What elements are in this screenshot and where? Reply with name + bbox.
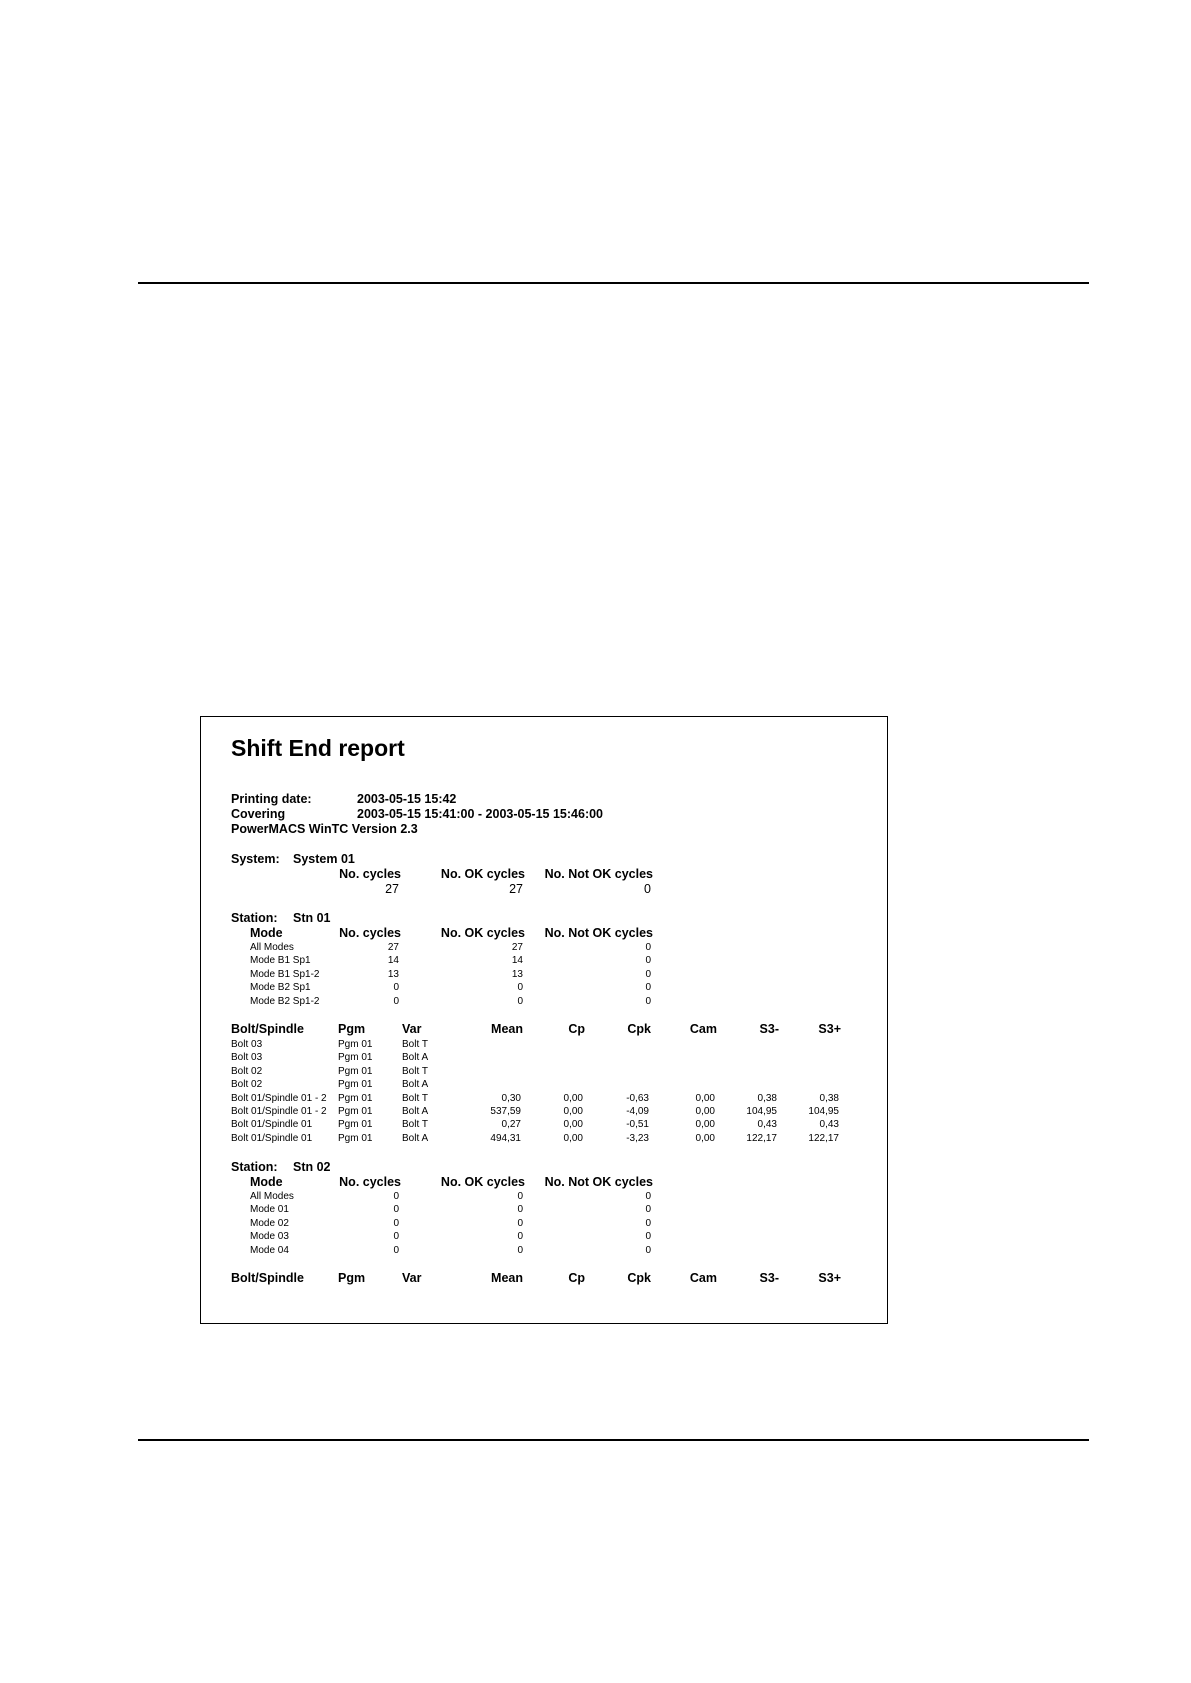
mode-row-cycles: 0 [393,1217,399,1229]
bolt-row-var: Bolt A [402,1106,429,1117]
mode-row-not-ok: 0 [645,942,651,953]
mode-row-ok: 27 [511,942,523,953]
bolt-row-pgm: Pgm 01 [338,1106,373,1117]
station2-name: Stn 02 [293,1160,331,1174]
bolt-header-s3-plus: S3+ [818,1022,841,1036]
mode-row-ok: 0 [517,1204,523,1216]
mode-row-ok: 0 [517,1191,523,1202]
bolt-header-pgm: Pgm [338,1022,366,1036]
station2-header-cycles: No. cycles [339,1175,401,1189]
mode-row-not-ok: 0 [645,1231,651,1243]
bolt-header-s3-minus: S3- [759,1022,779,1036]
bolt-row-cam: 0,00 [695,1132,715,1144]
station1-name: Stn 01 [293,911,331,925]
bolt-header-bolt-spindle: Bolt/Spindle [231,1022,304,1036]
bolt-row-cam: 0,00 [695,1119,715,1131]
mode-row-not-ok: 0 [645,1244,651,1256]
bolt-header-mean: Mean [491,1022,523,1036]
station1-header-not-ok: No. Not OK cycles [544,926,653,940]
bolt-row-var: Bolt A [402,1079,429,1091]
bolt-header-bolt-spindle: Bolt/Spindle [231,1271,304,1285]
mode-row-not-ok: 0 [645,982,651,994]
mode-row-not-ok: 0 [645,1191,651,1202]
bolt-row-pgm: Pgm 01 [338,1092,373,1104]
bolt-header-s3-plus: S3+ [818,1271,841,1285]
bolt-header-cam: Cam [689,1022,717,1036]
bolt-row-cam: 0,00 [695,1106,715,1117]
mode-row-name: Mode B2 Sp1-2 [250,995,320,1007]
bolt-row-s3m: 104,95 [746,1106,777,1117]
mode-row-not-ok: 0 [645,1204,651,1216]
covering-label: Covering [231,807,286,821]
mode-row-ok: 0 [517,995,523,1007]
bolt-row-var: Bolt T [402,1065,428,1077]
bolt-row-cp: 0,00 [563,1119,583,1131]
system-value-ok: 27 [509,882,523,896]
bolt-row-var: Bolt T [402,1092,428,1104]
station2-label: Station: [231,1160,278,1174]
station2-header-mode: Mode [250,1175,283,1189]
bolt-row-pgm: Pgm 01 [338,1039,373,1050]
mode-row-ok: 0 [517,1244,523,1256]
mode-row-ok: 14 [511,955,523,967]
bolt-row-s3p: 0,38 [819,1092,839,1104]
bolt-row-mean: 537,59 [490,1106,521,1117]
header-rule [138,282,1089,284]
mode-row-cycles: 14 [387,955,399,967]
covering-value: 2003-05-15 15:41:00 - 2003-05-15 15:46:00 [357,807,604,821]
mode-row-ok: 0 [517,982,523,994]
bolt-header-s3-minus: S3- [759,1271,779,1285]
system-value-cycles: 27 [385,882,399,896]
bolt-row-s3m: 122,17 [746,1132,777,1144]
mode-row-cycles: 27 [387,942,399,953]
mode-row-name: Mode 03 [250,1231,289,1243]
system-value-not-ok: 0 [644,882,651,896]
system-header-ok: No. OK cycles [440,867,525,881]
bolt-row-bolt: Bolt 01/Spindle 01 [231,1119,313,1131]
bolt-row-var: Bolt A [402,1052,429,1064]
bolt-row-cam: 0,00 [695,1092,715,1104]
bolt-row-bolt: Bolt 01/Spindle 01 - 2 [231,1092,327,1104]
bolt-row-cp: 0,00 [563,1092,583,1104]
bolt-row-cpk: -0,63 [626,1092,649,1104]
mode-row-not-ok: 0 [645,968,651,980]
bolt-header-cp: Cp [568,1271,585,1285]
mode-row-name: Mode 04 [250,1244,289,1256]
bolt-row-mean: 0,30 [501,1092,521,1104]
station2-header-not-ok: No. Not OK cycles [544,1175,653,1189]
bolt-row-s3p: 122,17 [808,1132,839,1144]
footer-rule [138,1439,1089,1441]
station1-header-mode: Mode [250,926,283,940]
mode-row-cycles: 13 [387,968,399,980]
mode-row-cycles: 0 [393,982,399,994]
printing-date-label: Printing date: [231,792,312,806]
bolt-row-pgm: Pgm 01 [338,1065,373,1077]
mode-row-cycles: 0 [393,1231,399,1243]
system-name: System 01 [293,852,355,866]
bolt-header-cam: Cam [689,1271,717,1285]
bolt-row-cpk: -4,09 [626,1106,649,1117]
system-header-cycles: No. cycles [339,867,401,881]
mode-row-not-ok: 0 [645,1217,651,1229]
bolt-row-pgm: Pgm 01 [338,1052,373,1064]
bolt-header-var: Var [402,1271,422,1285]
mode-row-not-ok: 0 [645,955,651,967]
mode-row-name: Mode B1 Sp1-2 [250,968,320,980]
bolt-header-mean: Mean [491,1271,523,1285]
bolt-row-cp: 0,00 [563,1132,583,1144]
bolt-row-var: Bolt T [402,1119,428,1131]
system-label: System: [231,852,280,866]
mode-row-name: Mode B2 Sp1 [250,982,311,994]
mode-row-name: Mode 01 [250,1204,289,1216]
bolt-row-s3m: 0,38 [757,1092,777,1104]
bolt-row-var: Bolt T [402,1039,428,1050]
station2-header-ok: No. OK cycles [440,1175,525,1189]
bolt-row-s3p: 104,95 [808,1106,839,1117]
mode-row-ok: 13 [511,968,523,980]
bolt-row-bolt: Bolt 02 [231,1065,263,1077]
shift-end-report-figure [200,716,888,1324]
mode-row-name: All Modes [250,1191,294,1202]
mode-row-cycles: 0 [393,995,399,1007]
bolt-row-var: Bolt A [402,1132,429,1144]
bolt-row-pgm: Pgm 01 [338,1119,373,1131]
system-header-not-ok: No. Not OK cycles [544,867,653,881]
bolt-row-cp: 0,00 [563,1106,583,1117]
station1-header-ok: No. OK cycles [440,926,525,940]
software-version: PowerMACS WinTC Version 2.3 [231,822,418,836]
mode-row-ok: 0 [517,1231,523,1243]
bolt-row-cpk: -0,51 [626,1119,649,1131]
bolt-row-bolt: Bolt 01/Spindle 01 - 2 [231,1106,327,1117]
bolt-row-bolt: Bolt 02 [231,1079,263,1091]
mode-row-not-ok: 0 [645,995,651,1007]
bolt-header-cpk: Cpk [627,1022,651,1036]
mode-row-name: Mode 02 [250,1217,289,1229]
mode-row-cycles: 0 [393,1244,399,1256]
mode-row-ok: 0 [517,1217,523,1229]
bolt-row-pgm: Pgm 01 [338,1079,373,1091]
bolt-row-s3m: 0,43 [757,1119,777,1131]
bolt-row-mean: 0,27 [501,1119,521,1131]
bolt-header-pgm: Pgm [338,1271,366,1285]
printing-date-value: 2003-05-15 15:42 [357,792,457,806]
bolt-row-cpk: -3,23 [626,1132,649,1144]
station1-label: Station: [231,911,278,925]
mode-row-cycles: 0 [393,1191,399,1202]
bolt-row-bolt: Bolt 01/Spindle 01 [231,1132,313,1144]
bolt-row-mean: 494,31 [490,1132,521,1144]
bolt-header-var: Var [402,1022,422,1036]
bolt-row-bolt: Bolt 03 [231,1039,263,1050]
bolt-row-pgm: Pgm 01 [338,1132,373,1144]
bolt-row-s3p: 0,43 [819,1119,839,1131]
mode-row-cycles: 0 [393,1204,399,1216]
mode-row-name: Mode B1 Sp1 [250,955,311,967]
bolt-header-cpk: Cpk [627,1271,651,1285]
bolt-row-bolt: Bolt 03 [231,1052,263,1064]
station1-header-cycles: No. cycles [339,926,401,940]
bolt-header-cp: Cp [568,1022,585,1036]
report-title: Shift End report [231,735,405,761]
mode-row-name: All Modes [250,942,294,953]
